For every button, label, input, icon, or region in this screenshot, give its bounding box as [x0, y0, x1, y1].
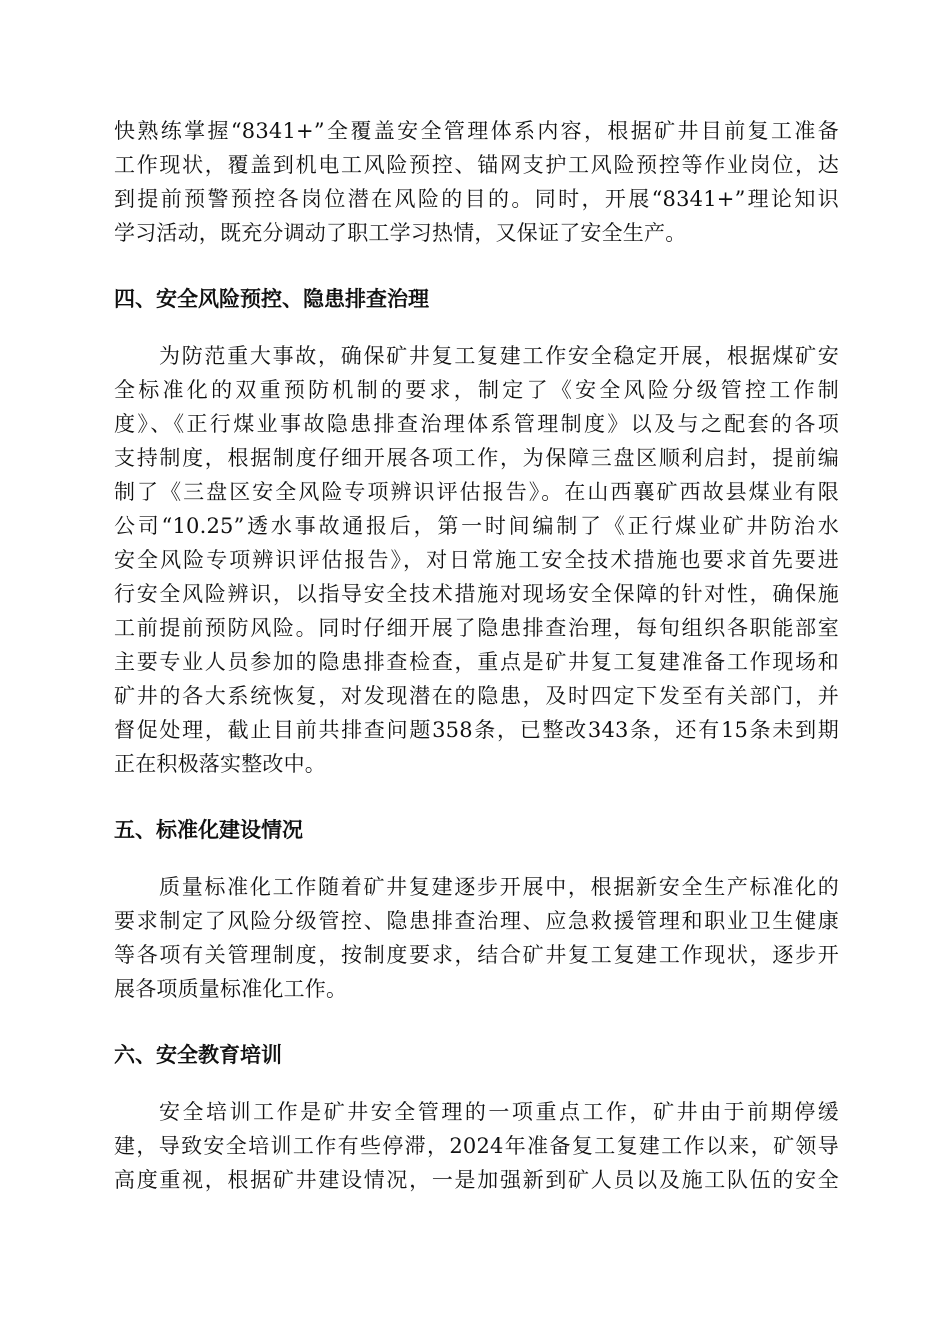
section-heading-5: 五、标准化建设情况: [114, 818, 303, 842]
section-heading-4: 四、安全风险预控、隐患排查治理: [114, 287, 429, 311]
paragraph-line: 主要专业人员参加的隐患排查检查，重点是矿井复工复建准备工作现场和: [114, 650, 839, 674]
paragraph-line: 高度重视，根据矿井建设情况，一是加强新到矿人员以及施工队伍的安全: [114, 1168, 839, 1192]
paragraph-line: 工前提前预防风险。同时仔细开展了隐患排查治理，每旬组织各职能部室: [114, 616, 839, 640]
paragraph-line: 到提前预警预控各岗位潜在风险的目的。同时，开展“8341+”理论知识: [114, 187, 839, 211]
paragraph-line: 矿井的各大系统恢复，对发现潜在的隐患，及时四定下发至有关部门，并: [114, 684, 839, 708]
paragraph-line: 制了《三盘区安全风险专项辨识评估报告》。在山西襄矿西故县煤业有限: [114, 480, 839, 504]
paragraph-line: 督促处理，截止目前共排查问题358条，已整改343条，还有15条未到期: [114, 718, 839, 742]
paragraph-line: 为防范重大事故，确保矿井复工复建工作安全稳定开展，根据煤矿安: [159, 344, 839, 368]
section-heading-6: 六、安全教育培训: [114, 1043, 282, 1067]
paragraph-line: 学习活动，既充分调动了职工学习热情，又保证了安全生产。: [114, 221, 687, 245]
paragraph-line: 度》、《正行煤业事故隐患排查治理体系管理制度》以及与之配套的各项: [114, 412, 839, 436]
paragraph-line: 公司“10.25”透水事故通报后，第一时间编制了《正行煤业矿井防治水: [114, 514, 839, 538]
paragraph-line: 全标准化的双重预防机制的要求，制定了《安全风险分级管控工作制: [114, 378, 839, 402]
paragraph-line: 建，导致安全培训工作有些停滞，2024年准备复工复建工作以来，矿领导: [114, 1134, 839, 1158]
paragraph-line: 安全培训工作是矿井安全管理的一项重点工作，矿井由于前期停缓: [159, 1100, 839, 1124]
paragraph-line: 工作现状，覆盖到机电工风险预控、锚网支护工风险预控等作业岗位，达: [114, 153, 839, 177]
paragraph-line: 展各项质量标准化工作。: [114, 977, 348, 1001]
paragraph-line: 等各项有关管理制度，按制度要求，结合矿井复工复建工作现状，逐步开: [114, 943, 839, 967]
paragraph-line: 正在积极落实整改中。: [114, 752, 326, 776]
paragraph-line: 支持制度，根据制度仔细开展各项工作，为保障三盘区顺利启封，提前编: [114, 446, 839, 470]
paragraph-line: 要求制定了风险分级管控、隐患排查治理、应急救援管理和职业卫生健康: [114, 909, 839, 933]
paragraph-line: 安全风险专项辨识评估报告》，对日常施工安全技术措施也要求首先要进: [114, 548, 839, 572]
paragraph-line: 质量标准化工作随着矿井复建逐步开展中，根据新安全生产标准化的: [159, 875, 839, 899]
paragraph-line: 快熟练掌握“8341+”全覆盖安全管理体系内容，根据矿井目前复工准备: [114, 119, 839, 143]
paragraph-line: 行安全风险辨识，以指导安全技术措施对现场安全保障的针对性，确保施: [114, 582, 839, 606]
